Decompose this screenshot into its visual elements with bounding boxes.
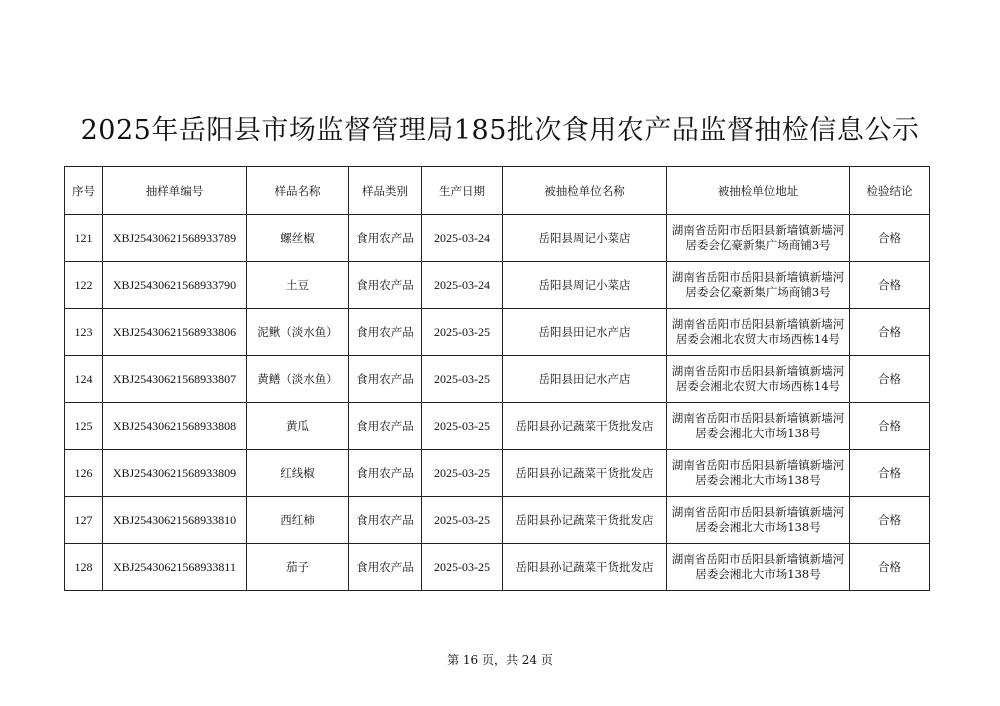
table-row (65, 262, 930, 309)
row-production-date: 2025-03-25 (422, 497, 503, 544)
row-production-date: 2025-03-25 (422, 544, 503, 591)
row-sample-name: 西红柿 (247, 497, 349, 544)
row-sample-name: 黄鳝（淡水鱼） (247, 356, 349, 403)
row-production-date: 2025-03-24 (422, 215, 503, 262)
row-sample-code: XBJ25430621568933789 (103, 215, 247, 262)
row-result: 合格 (850, 403, 930, 450)
row-result: 合格 (850, 544, 930, 591)
row-sample-code: XBJ25430621568933811 (103, 544, 247, 591)
row-unit-name: 岳阳县孙记蔬菜干货批发店 (503, 450, 667, 497)
row-category: 食用农产品 (349, 544, 422, 591)
row-unit-address: 湖南省岳阳市岳阳县新墙镇新墙河居委会亿豪新集广场商铺3号 (667, 215, 850, 262)
row-result: 合格 (850, 215, 930, 262)
row-production-date: 2025-03-24 (422, 262, 503, 309)
header-cell-result: 检验结论 (850, 167, 930, 215)
row-sample-name: 红线椒 (247, 450, 349, 497)
row-sample-name: 黄瓜 (247, 403, 349, 450)
row-no: 127 (65, 497, 103, 544)
row-category: 食用农产品 (349, 309, 422, 356)
table-row (65, 215, 930, 262)
row-unit-address: 湖南省岳阳市岳阳县新墙镇新墙河居委会亿豪新集广场商铺3号 (667, 262, 850, 309)
header-cell-address: 被抽检单位地址 (667, 167, 850, 215)
row-sample-code: XBJ25430621568933807 (103, 356, 247, 403)
row-no: 125 (65, 403, 103, 450)
row-result: 合格 (850, 309, 930, 356)
row-category: 食用农产品 (349, 403, 422, 450)
row-production-date: 2025-03-25 (422, 403, 503, 450)
row-unit-address: 湖南省岳阳市岳阳县新墙镇新墙河居委会湘北大市场138号 (667, 497, 850, 544)
row-sample-name: 螺丝椒 (247, 215, 349, 262)
row-production-date: 2025-03-25 (422, 356, 503, 403)
row-unit-name: 岳阳县周记小菜店 (503, 262, 667, 309)
header-cell-no: 序号 (65, 167, 103, 215)
row-sample-code: XBJ25430621568933810 (103, 497, 247, 544)
row-category: 食用农产品 (349, 215, 422, 262)
row-unit-address: 湖南省岳阳市岳阳县新墙镇新墙河居委会湘北农贸大市场西栋14号 (667, 309, 850, 356)
row-sample-code: XBJ25430621568933808 (103, 403, 247, 450)
page-number-footer: 第 16 页，共 24 页 (447, 653, 553, 667)
row-sample-name: 土豆 (247, 262, 349, 309)
row-production-date: 2025-03-25 (422, 309, 503, 356)
row-result: 合格 (850, 497, 930, 544)
row-unit-name: 岳阳县田记水产店 (503, 309, 667, 356)
header-cell-name: 样品名称 (247, 167, 349, 215)
table-row (65, 450, 930, 497)
row-result: 合格 (850, 356, 930, 403)
row-production-date: 2025-03-25 (422, 450, 503, 497)
row-sample-code: XBJ25430621568933809 (103, 450, 247, 497)
row-sample-code: XBJ25430621568933790 (103, 262, 247, 309)
table-header-row (65, 167, 930, 215)
row-result: 合格 (850, 450, 930, 497)
row-category: 食用农产品 (349, 450, 422, 497)
header-cell-code: 抽样单编号 (103, 167, 247, 215)
row-unit-name: 岳阳县田记水产店 (503, 356, 667, 403)
table-row (65, 544, 930, 591)
document-title: 2025年岳阳县市场监督管理局185批次食用农产品监督抽检信息公示 (80, 115, 920, 146)
header-cell-unit: 被抽检单位名称 (503, 167, 667, 215)
row-unit-address: 湖南省岳阳市岳阳县新墙镇新墙河居委会湘北大市场138号 (667, 544, 850, 591)
row-category: 食用农产品 (349, 497, 422, 544)
row-category: 食用农产品 (349, 356, 422, 403)
row-unit-name: 岳阳县孙记蔬菜干货批发店 (503, 497, 667, 544)
row-unit-address: 湖南省岳阳市岳阳县新墙镇新墙河居委会湘北农贸大市场西栋14号 (667, 356, 850, 403)
row-no: 121 (65, 215, 103, 262)
row-no: 124 (65, 356, 103, 403)
row-unit-name: 岳阳县孙记蔬菜干货批发店 (503, 544, 667, 591)
row-no: 128 (65, 544, 103, 591)
header-cell-date: 生产日期 (422, 167, 503, 215)
header-cell-category: 样品类别 (349, 167, 422, 215)
row-no: 123 (65, 309, 103, 356)
table-row (65, 497, 930, 544)
row-sample-name: 泥鳅（淡水鱼） (247, 309, 349, 356)
row-sample-name: 茄子 (247, 544, 349, 591)
row-unit-address: 湖南省岳阳市岳阳县新墙镇新墙河居委会湘北大市场138号 (667, 403, 850, 450)
table-row (65, 356, 930, 403)
row-category: 食用农产品 (349, 262, 422, 309)
row-unit-name: 岳阳县周记小菜店 (503, 215, 667, 262)
row-unit-address: 湖南省岳阳市岳阳县新墙镇新墙河居委会湘北大市场138号 (667, 450, 850, 497)
table-row (65, 309, 930, 356)
row-unit-name: 岳阳县孙记蔬菜干货批发店 (503, 403, 667, 450)
inspection-table (64, 166, 930, 591)
row-no: 122 (65, 262, 103, 309)
table-row (65, 403, 930, 450)
row-sample-code: XBJ25430621568933806 (103, 309, 247, 356)
row-no: 126 (65, 450, 103, 497)
row-result: 合格 (850, 262, 930, 309)
